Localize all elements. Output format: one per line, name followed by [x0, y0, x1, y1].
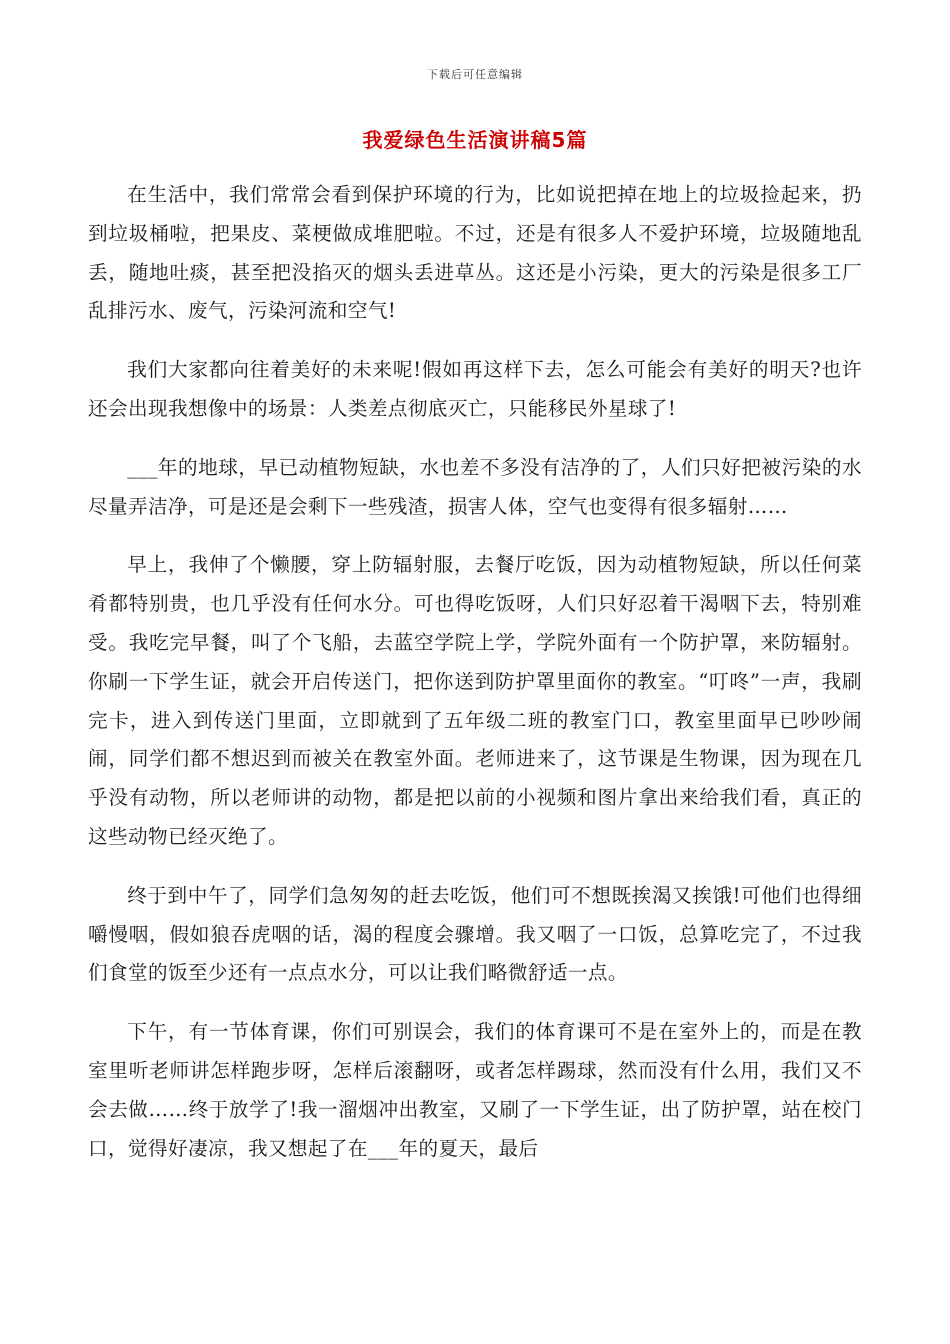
- header-note: 下载后可任意编辑: [427, 68, 523, 81]
- document-body: [88, 176, 862, 1188]
- paragraph: 在生活中，我们常常会看到保护环境的行为，比如说把掉在地上的垃圾捡起来，扔到垃圾桶啦，把果皮、菜梗做成堆肥啦。不过，还是有很多人不爱护环境，垃圾随地乱丢，随地吐痰，甚至把没掐灭的烟头丢进草丛。这还是小污染，更大的污染是很多工厂乱排污水、废气，污染河流和空气!: [88, 183, 862, 323]
- document-title: 我爱绿色生活演讲稿5篇: [362, 128, 588, 152]
- paragraph: 终于到中午了，同学们急匆匆的赶去吃饭，他们可不想既挨渴又挨饿!可他们也得细嚼慢咽，假如狼吞虎咽的话，渴的程度会骤增。我又咽了一口饭，总算吃完了，不过我们食堂的饭至少还有一点点水分，可以让我们略微舒适一点。: [88, 883, 862, 985]
- paragraph: ___年的地球，早已动植物短缺，水也差不多没有洁净的了，人们只好把被污染的水尽量弄洁净，可是还是会剩下一些残渣，损害人体，空气也变得有很多辐射……: [88, 455, 862, 518]
- paragraph: 下午，有一节体育课，你们可别误会，我们的体育课可不是在室外上的，而是在教室里听老师讲怎样跑步呀，怎样后滚翻呀，或者怎样踢球，然而没有什么用，我们又不会去做……终于放学了!我一溜烟冲出教室，又刷了一下学生证，出了防护罩，站在校门口，觉得好凄凉，我又想起了在___年的夏天，最后: [88, 1020, 862, 1160]
- paragraph: 早上，我伸了个懒腰，穿上防辐射服，去餐厅吃饭，因为动植物短缺，所以任何菜肴都特别贵，也几乎没有任何水分。可也得吃饭呀，人们只好忍着干渴咽下去，特别难受。我吃完早餐，叫了个飞船，去蓝空学院上学，学院外面有一个防护罩，来防辐射。你刷一下学生证，就会开启传送门，把你送到防护罩里面你的教室。“叮咚”一声，我刷完卡，进入到传送门里面，立即就到了五年级二班的教室门口，教室里面早已吵吵闹闹，同学们都不想迟到而被关在教室外面。老师进来了，这节课是生物课，因为现在几乎没有动物，所以老师讲的动物，都是把以前的小视频和图片拿出来给我们看，真正的这些动物已经灭绝了。: [88, 553, 862, 848]
- paragraph: 我们大家都向往着美好的未来呢!假如再这样下去，怎么可能会有美好的明天?也许还会出现我想像中的场景：人类差点彻底灭亡，只能移民外星球了!: [88, 358, 862, 420]
